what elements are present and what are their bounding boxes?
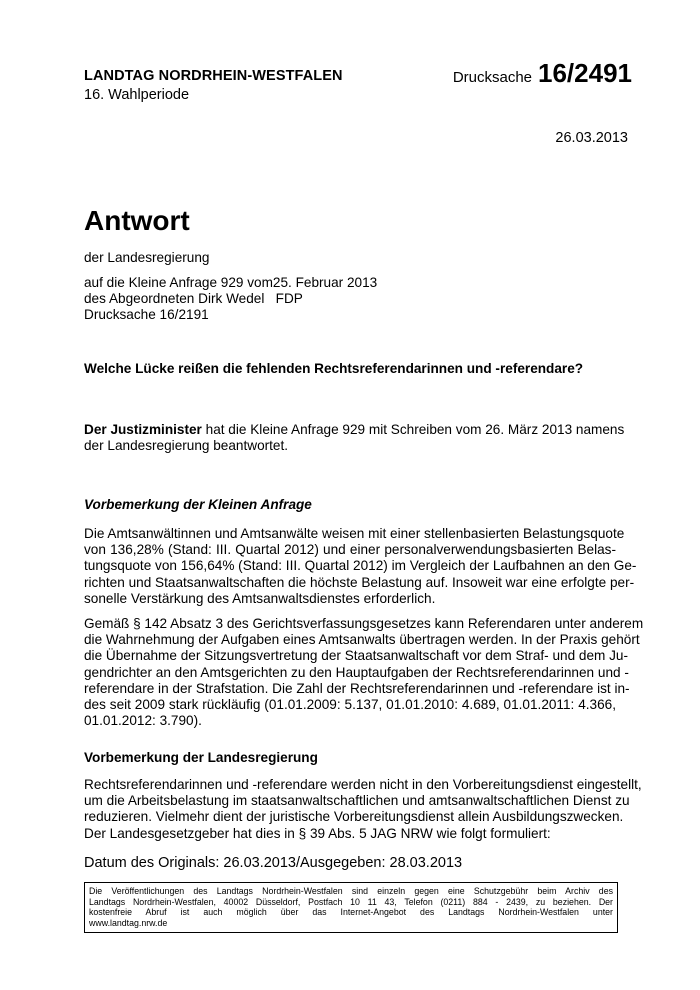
footer-notice-line: kostenfreie Abruf ist auch möglich über das Internet-Angebot des Landtags Nordrhein-Westfalen unter <box>89 907 613 918</box>
paragraph <box>84 616 644 729</box>
paragraph-line: sonelle Verstärkung des Amtsanwaltsdienstes erforderlich. <box>84 590 436 606</box>
inquiry-line: auf die Kleine Anfrage 929 vom25. Februar 2013 <box>84 275 378 290</box>
paragraph-line: referendare in der Strafstation. Die Zahl der Rechtsreferendarinnen und -referendare ist in- <box>84 680 630 696</box>
inquiry-line: Drucksache 16/2191 <box>84 307 209 323</box>
footer-notice-line: Landtags Nordrhein-Westfalen, 40002 Düsseldorf, Postfach 10 11 43, Telefon (0211) 884 - 2439, zu beziehen. Der <box>89 896 613 907</box>
paragraph-line: 01.01.2012: 3.790). <box>84 713 202 729</box>
paragraph-line: tungsquote von 156,64% (Stand: III. Quartal 2012) im Vergleich der Laufbahnen an den Ge- <box>84 558 637 574</box>
paragraph <box>84 777 642 842</box>
paragraph-line: die Wahrnehmung der Aufgaben eines Amtsanwalts übertragen werden. In der Praxis gehört <box>84 632 640 648</box>
drucksache-header <box>453 58 632 89</box>
paragraph-line: reduzieren. Vielmehr dient der juristische Vorbereitungsdienst allein Ausbildungszwecken. <box>84 809 624 825</box>
footer-dates: Datum des Originals: 26.03.2013/Ausgegeben: 28.03.2013 <box>84 855 463 871</box>
answer-intro <box>84 422 625 454</box>
electoral-period: 16. Wahlperiode <box>84 87 190 103</box>
drucksache-number: 16/2491 <box>538 58 632 88</box>
paragraph-line: die Übernahme der Sitzungsvertretung der Staatsanwaltschaft vor dem Straf- und dem Ju- <box>84 648 629 664</box>
parliament-name: LANDTAG NORDRHEIN-WESTFALEN <box>84 68 343 84</box>
document-date: 26.03.2013 <box>555 130 628 146</box>
paragraph-line: um die Arbeitsbelastung im staatsanwaltschaftlichen und amtsanwaltschaftlichen Dienst zu <box>84 793 630 809</box>
minister-label: Der Justizminister <box>84 422 202 437</box>
footer-notice-box <box>84 882 618 933</box>
paragraph-line: von 136,28% (Stand: III. Quartal 2012) und einer personalverwendungsbasierten Belas- <box>84 542 616 558</box>
answer-intro-line <box>84 422 625 438</box>
footer-notice-line: Die Veröffentlichungen des Landtags Nordrhein-Westfalen sind einzeln gegen eine Schutzgebühr beim Archiv des <box>89 886 613 896</box>
paragraph <box>84 526 637 607</box>
inquiry-reference <box>84 275 616 324</box>
answer-intro-text: hat die Kleine Anfrage 929 mit Schreiben vom 26. März 2013 namens <box>201 422 625 437</box>
footer-notice-line: www.landtag.nrw.de <box>89 917 168 928</box>
inquiry-line: des Abgeordneten Dirk Wedel FDP <box>84 291 303 307</box>
paragraph-line: Gemäß § 142 Absatz 3 des Gerichtsverfassungsgesetzes kann Referendaren unter anderem <box>84 616 644 631</box>
paragraph-line: Der Landesgesetzgeber hat dies in § 39 Abs. 5 JAG NRW wie folgt formuliert: <box>84 825 551 841</box>
paragraph-line: richten und Staatsanwaltschaften die höchste Belastung auf. Insoweit war eine erfolgte per- <box>84 574 635 590</box>
question-heading: Welche Lücke reißen die fehlenden Rechtsreferendarinnen und -referendare? <box>84 361 584 376</box>
paragraph-line: Die Amtsanwältinnen und Amtsanwälte weisen mit einer stellenbasierten Belastungsquote <box>84 526 625 541</box>
page-title: Antwort <box>84 205 190 236</box>
paragraph-line: Rechtsreferendarinnen und -referendare werden nicht in den Vorbereitungsdienst eingestellt, <box>84 777 642 792</box>
section-heading: Vorbemerkung der Kleinen Anfrage <box>84 497 312 512</box>
page-subtitle: der Landesregierung <box>84 250 210 265</box>
answer-intro-line: der Landesregierung beantwortet. <box>84 438 289 454</box>
paragraph-line: des seit 2009 stark rückläufig (01.01.2009: 5.137, 01.01.2010: 4.689, 01.01.2011: 4.366, <box>84 697 616 713</box>
section-heading: Vorbemerkung der Landesregierung <box>84 750 318 765</box>
drucksache-label: Drucksache <box>452 69 533 86</box>
paragraph-line: gendrichter an den Amtsgerichten zu den Hauptaufgaben der Rechtsreferendarinnen und - <box>84 664 629 680</box>
